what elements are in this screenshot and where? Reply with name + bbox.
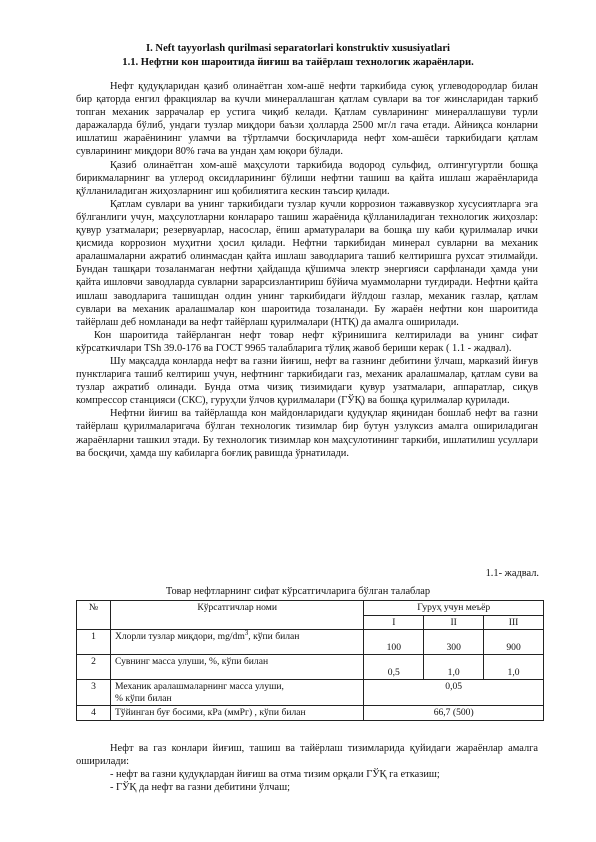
row-name: Тўйинган буғ босими, кPа (ммРг) , кўпи билан xyxy=(110,706,363,721)
requirements-table xyxy=(76,600,544,721)
row-number: 3 xyxy=(77,680,111,706)
paragraph: Кон шароитида тайёрланган нефт товар нефт кўринишига келтирилади ва унинг сифат кўрсаткичлари TSh 39.0-176 ва ГОСТ 9965 талабларига тўлиқ жавоб бериши керак ( 1.1 - жадвал). xyxy=(76,329,538,354)
row-name: Сувнинг масса улуши, %, кўпи билан xyxy=(110,655,363,680)
subsection-title: 1.1. Нефтни кон шароитида йиғиш ва тайёрлаш технологик жараёнлари. xyxy=(122,57,474,68)
paragraph: Нефтни йиғиш ва тайёрлашда кон майдонларидаги қудуқлар яқинидан бошлаб нефт ва газни тайёрлаш қурилмаларигача бўлган технологик тизимлар бир бутун узлуксиз амалга ошириладиган жараёнларни ташкил этади. Бу технологик тизимлар кон маҳсулотининг таркиби, ишлатилиш усуллари ва босқичи, ҳамда шу кабиларга боғлиқ равишда ўрнатилади. xyxy=(76,408,538,459)
row-number: 4 xyxy=(77,706,111,721)
header-number: № xyxy=(77,601,111,630)
table-label: 1.1- жадвал. xyxy=(485,568,539,579)
row-name: Хлорли тузлар миқдори, $mg/dm^3$, кўпи билан xyxy=(110,630,363,655)
row-value-merged: 0,05 xyxy=(364,680,544,706)
table-title: Товар нефтларнинг сифат кўрсатгичларига бўлган талаблар xyxy=(165,586,431,597)
table-row xyxy=(77,680,544,706)
row-name: Механик аралашмаларнинг масса улуши, % кўпи билан xyxy=(110,680,363,706)
table-row xyxy=(77,706,544,721)
row-value: 1,0 xyxy=(424,655,484,680)
table-row xyxy=(77,655,544,680)
after-table-text xyxy=(76,742,538,794)
header-group-1: I xyxy=(364,615,424,630)
header-group-norm: Гуруҳ учун меъёр xyxy=(364,601,544,616)
row-value-merged: 66,7 (500) xyxy=(364,706,544,721)
row-number: 2 xyxy=(77,655,111,680)
paragraph: Қазиб олинаётган хом-ашё маҳсулоти таркибида водород сульфид, олтингугуртли бошқа бирикмаларнинг ва углерод оксидларининг бўлиши нефтни ташиш ва қайта ишлаш жараёнларида қўлланиладиган жиҳозларнинг иш қобилиятига кескин таъсир қилади. xyxy=(76,159,538,197)
header-indicator: Кўрсатгичлар номи xyxy=(110,601,363,630)
paragraph: Нефт ва газ конлари йиғиш, ташиш ва тайёрлаш тизимларида қуйидаги жараёнлар амалга оширилади: xyxy=(76,743,538,768)
paragraph: Нефт қудуқларидан қазиб олинаётган хом-ашё нефти таркибида суюқ углеводородлар билан бир қаторда енгил фракциялар ва кучли минераллашган қатлам сувлари ва тоғ жинсларидан таркиб топган механик заррачалар ер устига чиқиб келади. Қатлам сувларининг минераллашуви турли даражаларда бўлиб, ундаги тузлар миқдори баъзи ҳолларда 2500 мг/л гача етади. Айниқса конларни ишлатиш жараёнининг уламчи ва тўртламчи босқичларида нефт хом-ашёси таркибидаги қатлам сувларининг миқдори 80% гача ва ундан ҳам юқори бўлади. xyxy=(76,81,538,158)
list-item: - ГЎҚ да нефт ва газни дебитини ўлчаш; xyxy=(110,782,290,794)
header-group-3: III xyxy=(484,615,544,630)
row-value: 0,5 xyxy=(364,655,424,680)
row-value: 1,0 xyxy=(484,655,544,680)
table-row xyxy=(77,630,544,655)
body-text xyxy=(76,80,538,460)
section-title: I. Neft tayyorlash qurilmasi separatorlari konstruktiv xususiyatlari xyxy=(146,43,450,54)
paragraph: Қатлам сувлари ва унинг таркибидаги тузлар кучли коррозион тажаввузкор хусусиятларга эга бўлганлиги учун, маҳсулотларни конлараро ташиш жараёнида қўлланиладиган технологик жиҳозлар: қувур узатмалари; резервуарлар, насослар, ёпиш арматуралари ва бошқа шу каби қурилмалар ички қисмида коррозион муҳитни ҳосил қилади. Нефтни таркибидан минерал сувларни ва механик аралашмаларни ажратиб олинмасдан қайта ишлаш заводларига ташиб келтиришга рухсат этилмайди. Бундан ташқари тозаланмаган нефтни ҳайдашда қўшимча электр энергияси сарфланади ҳамда уни қайта ишловчи заводларда сувларни зарарсизлантириш бўйича муаммоларни туғдиради. Нефтни қайта ишлаш заводларига ташишдан олдин унинг таркибидаги йўлдош газлар, механик газлар, қатлам сувлари ва механик аралашмалар кон шароитида тозаланади. Бу жараён нефтни кон шароитида тайёрлаш деб номланади ва нефт тайёрлаш қурилмалари (НТҚ) да амалга оширилади. xyxy=(76,198,538,328)
list-item: - нефт ва газни қудуқлардан йиғиш ва отма тизим орқали ГЎҚ га етказиш; xyxy=(110,769,440,781)
table-header-row xyxy=(77,601,544,616)
row-value: 100 xyxy=(364,630,424,655)
row-value: 900 xyxy=(484,630,544,655)
row-value: 300 xyxy=(424,630,484,655)
row-number: 1 xyxy=(77,630,111,655)
paragraph: Шу мақсадда конларда нефт ва газни йиғиш, нефт ва газнинг дебитини ўлчаш, марказий йиғув пунктларига ташиб келтириш учун, нефтнинг таркибидаги газ, механик аралашмалар, қатлам суви ва тузлар ажратиб олинади. Бунда отма чизиқ тизимидаги қувур узатмалари, аппаратлар, сиқув компрессор станцияси (СКС), гуруҳли ўлчов қурилмалари (ГЎҚ) ва бошқа қурилмалар қурилади. xyxy=(76,355,538,407)
header-group-2: II xyxy=(424,615,484,630)
